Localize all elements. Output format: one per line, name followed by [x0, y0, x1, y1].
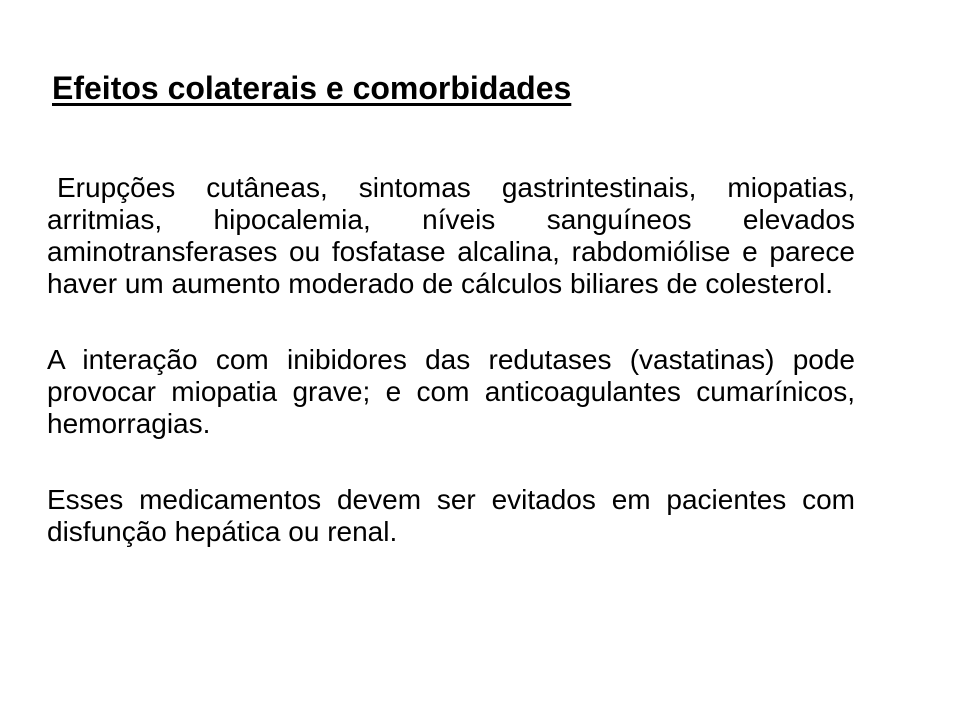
paragraph-drug-interactions: A interação com inibidores das redutases (vastatinas) pode provocar miopatia grave; e com anticoagulantes cumarínicos, hemorragias.	[47, 344, 855, 439]
paragraph-side-effects: Erupções cutâneas, sintomas gastrintestinais, miopatias, arritmias, hipocalemia, níveis sanguíneos elevados aminotransferases ou fosfatase alcalina, rabdomiólise e parece haver um aumento moderado de cálculos biliares de colesterol.	[47, 172, 855, 299]
paragraph-contraindications: Esses medicamentos devem ser evitados em pacientes com disfunção hepática ou renal.	[47, 484, 855, 547]
slide-title: Efeitos colaterais e comorbidades	[52, 70, 572, 106]
slide-body	[47, 172, 855, 548]
